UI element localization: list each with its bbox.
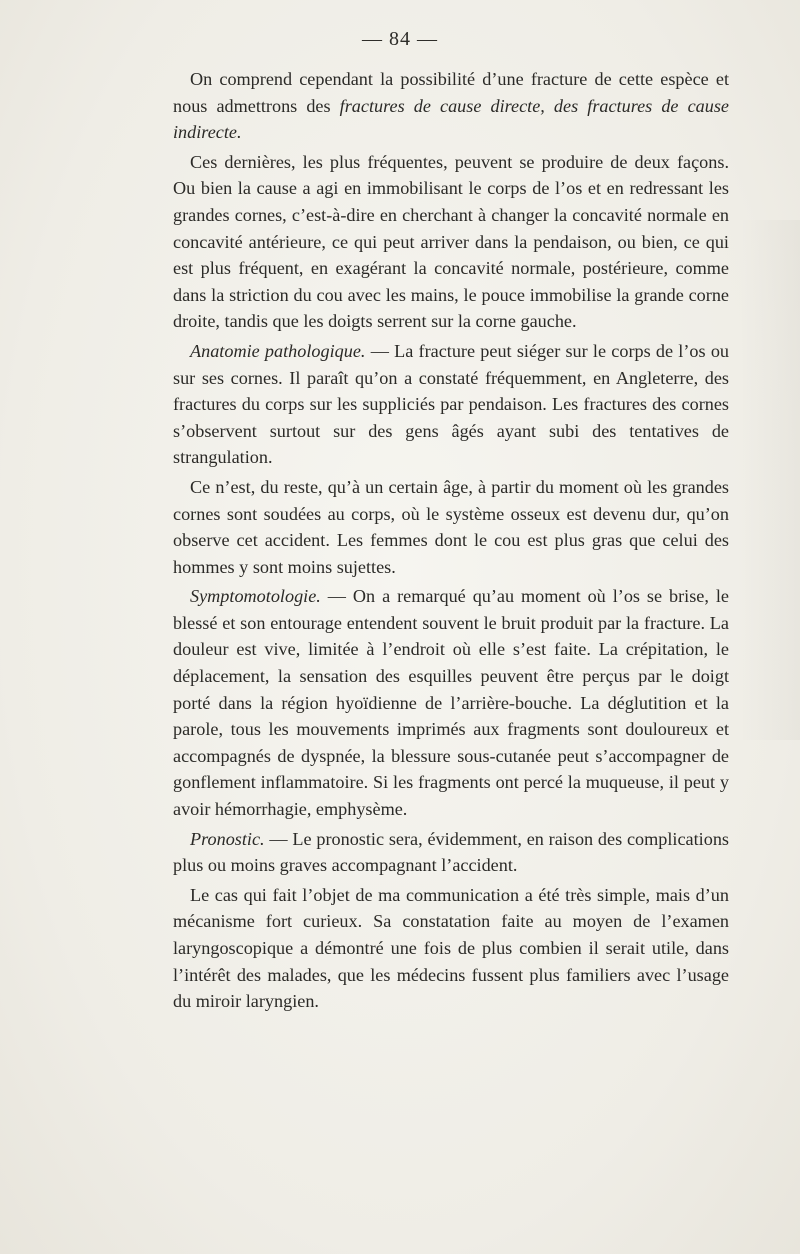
paragraph-fracture-types: [173, 66, 729, 146]
paragraph-anatomie-pathologique: [173, 338, 729, 471]
text-run: On comprend cependant la possibilité d’une fracture de cette espèce et nous admettrons des: [173, 69, 729, 116]
paragraph-pronostic: [173, 826, 729, 879]
section-heading-pronostic: Pronostic.: [190, 828, 265, 849]
paragraph-mechanism: [173, 149, 729, 335]
text-run: Le cas qui fait l’objet de ma communication a été très simple, mais d’un mécanisme fort curieux. Sa constatation faite au moyen de l’examen laryngoscopique a démontré une fois de plus combien il serait utile, dans l’intérêt des malades, que les médecins fussent plus familiers avec l’usage du miroir laryngien.: [173, 884, 729, 1012]
text-run: — La fracture peut siéger sur le corps de l’os ou sur ses cornes. Il paraît qu’on a constaté fréquemment, en Angleterre, des fractures du corps sur les suppliciés par pendaison. Les fractures des cornes s’observent surtout sur des gens âgés ayant subi des tentatives de strangulation.: [173, 340, 730, 468]
paragraph-case-conclusion: [173, 882, 729, 1015]
body-text: [173, 66, 729, 1018]
section-heading-anatomie: Anatomie pathologique.: [190, 340, 366, 361]
text-run-italic: fractures de cause directe, des fractures de cause indirecte.: [173, 95, 729, 143]
paper-shadow: [740, 220, 800, 740]
page-number: — 84 —: [362, 28, 438, 50]
paragraph-symptomotologie: [173, 583, 729, 822]
text-run: — Le pronostic sera, évidemment, en raison des complications plus ou moins graves accompagnant l’accident.: [173, 828, 729, 876]
section-heading-symptomotologie: Symptomotologie.: [190, 586, 321, 607]
text-run: Ce n’est, du reste, qu’à un certain âge, à partir du moment où les grandes cornes sont soudées au corps, où le système osseux est devenu dur, qu’on observe cet accident. Les femmes dont le cou est plus gras que celui des hommes y sont moins sujettes.: [173, 476, 729, 577]
paragraph-age: [173, 474, 729, 580]
text-run: Ces dernières, les plus fréquentes, peuvent se produire de deux façons. Ou bien la cause a agi en immobilisant le corps de l’os et en redressant les grandes cornes, c’est-à-dire en cherchant à changer la concavité normale en concavité antérieure, ce qui peut arriver dans la pendaison, ou bien, ce qui est plus fréquent, en exagérant la concavité normale, postérieure, comme dans la striction du cou avec les mains, le pouce immobilise la grande corne droite, tandis que les doigts serrent sur la corne gauche.: [173, 151, 729, 332]
text-run: — On a remarqué qu’au moment où l’os se brise, le blessé et son entourage entendent souvent le bruit produit par la fracture. La douleur est vive, limitée à l’endroit où elle s’est faite. La crépitation, le déplacement, la sensation des esquilles peuvent être perçus par le doigt porté dans la région hyoïdienne de l’arrière-bouche. La déglutition et la parole, tous les mouvements imprimés aux fragments sont douloureux et accompagnés de dyspnée, la blessure sous-cutanée peut s’accompagner de gonflement inflammatoire. Si les fragments ont percé la muqueuse, il peut y avoir hémorrhagie, emphysème.: [173, 586, 729, 820]
